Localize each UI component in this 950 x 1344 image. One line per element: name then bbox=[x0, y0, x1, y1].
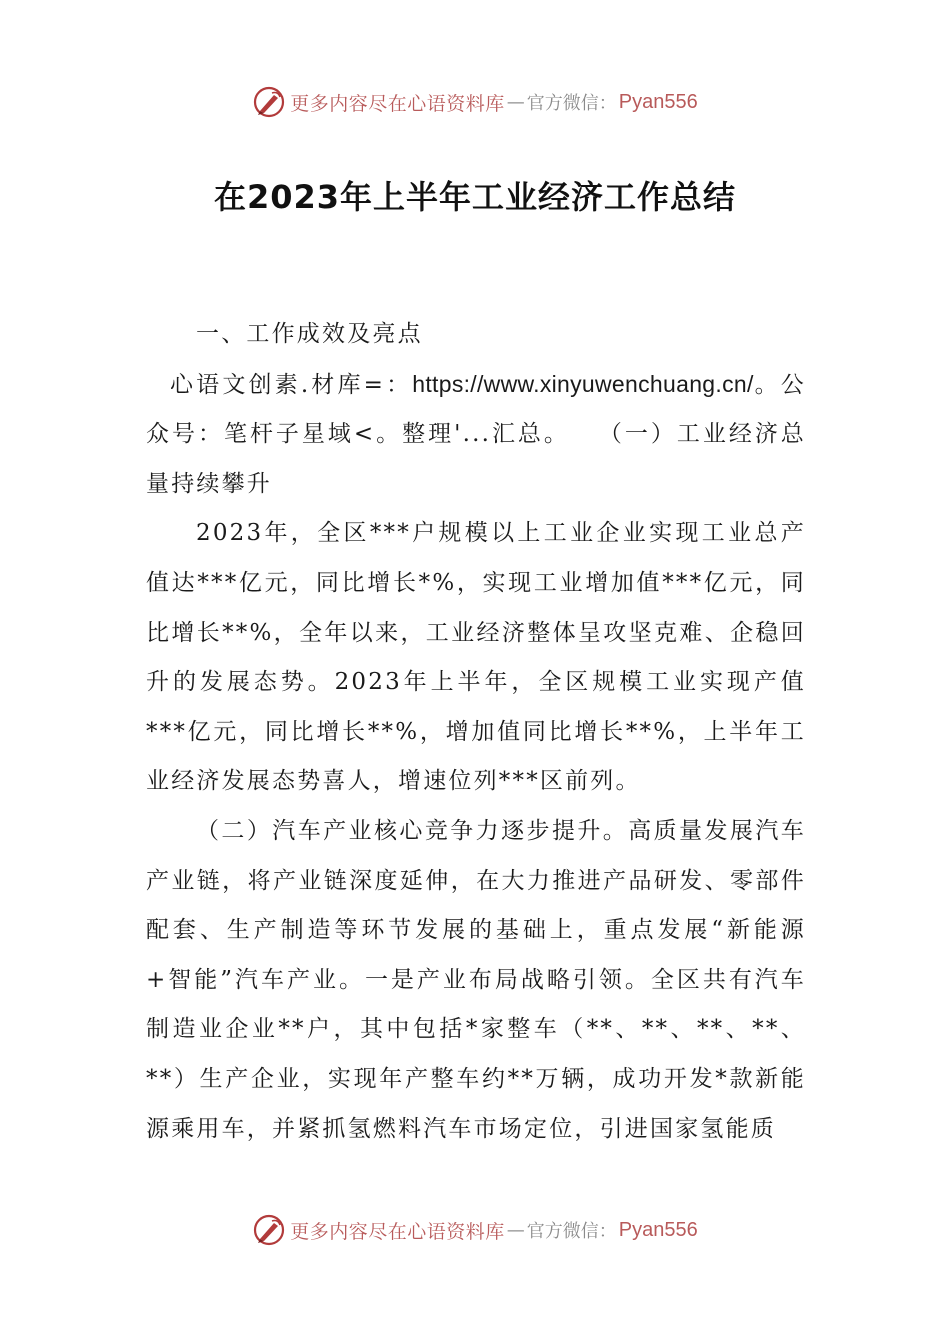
source-url-link[interactable]: https://www.xinyuwenchuang.cn/ bbox=[412, 370, 754, 397]
pen-logo-icon bbox=[252, 1213, 286, 1247]
footer-banner-content bbox=[252, 1213, 697, 1247]
header-banner-content bbox=[252, 85, 697, 119]
source-notice bbox=[146, 360, 806, 510]
footer-site-text: 更多内容尽在心语资料库 bbox=[290, 1220, 505, 1243]
header-site-text: 更多内容尽在心语资料库 bbox=[290, 92, 505, 115]
pen-logo-icon bbox=[252, 85, 286, 119]
document-body bbox=[146, 310, 806, 1154]
sub1-heading: （一）工业经济总量持续攀升 bbox=[146, 421, 807, 497]
source-text-b: 。公众号：笔杆子星域<。整理'...汇总。 bbox=[146, 371, 806, 448]
header-dash: — bbox=[506, 91, 525, 113]
header-wechat-label: 官方微信： bbox=[526, 93, 617, 114]
paragraph-1: 2023年，全区***户规模以上工业企业实现工业总产值达***亿元，同比增长*%，实现工业增加值***亿元，同比增长**%，全年以来，工业经济整体呈攻坚克难、企稳回升的发展态势。2023年上半年，全区规模工业实现产值***亿元，同比增长**%，增加值同比增长**%，上半年工业经济发展态势喜人，增速位列***区前列。 bbox=[146, 520, 806, 795]
footer-dash: — bbox=[506, 1219, 525, 1241]
header-banner bbox=[0, 82, 950, 122]
footer-wechat-id: Pyan556 bbox=[618, 1218, 698, 1241]
header-wechat-id: Pyan556 bbox=[618, 90, 698, 113]
footer-banner bbox=[0, 1210, 950, 1250]
document-title: 在2023年上半年工业经济工作总结 bbox=[213, 178, 737, 216]
paragraph-2: （二）汽车产业核心竞争力逐步提升。高质量发展汽车产业链，将产业链深度延伸，在大力推进产品研发、零部件配套、生产制造等环节发展的基础上，重点发展“新能源+智能”汽车产业。一是产业布局战略引领。全区共有汽车制造业企业**户，其中包括*家整车（**、**、**、**、**）生产企业，实现年产整车约**万辆，成功开发*款新能源乘用车，并紧抓氢燃料汽车市场定位，引进国家氢能质 bbox=[146, 817, 806, 1142]
footer-wechat-label: 官方微信： bbox=[526, 1221, 617, 1242]
source-text-a: 心语文创素.材库=： bbox=[170, 371, 413, 398]
section1-heading: 一、工作成效及亮点 bbox=[196, 321, 423, 347]
